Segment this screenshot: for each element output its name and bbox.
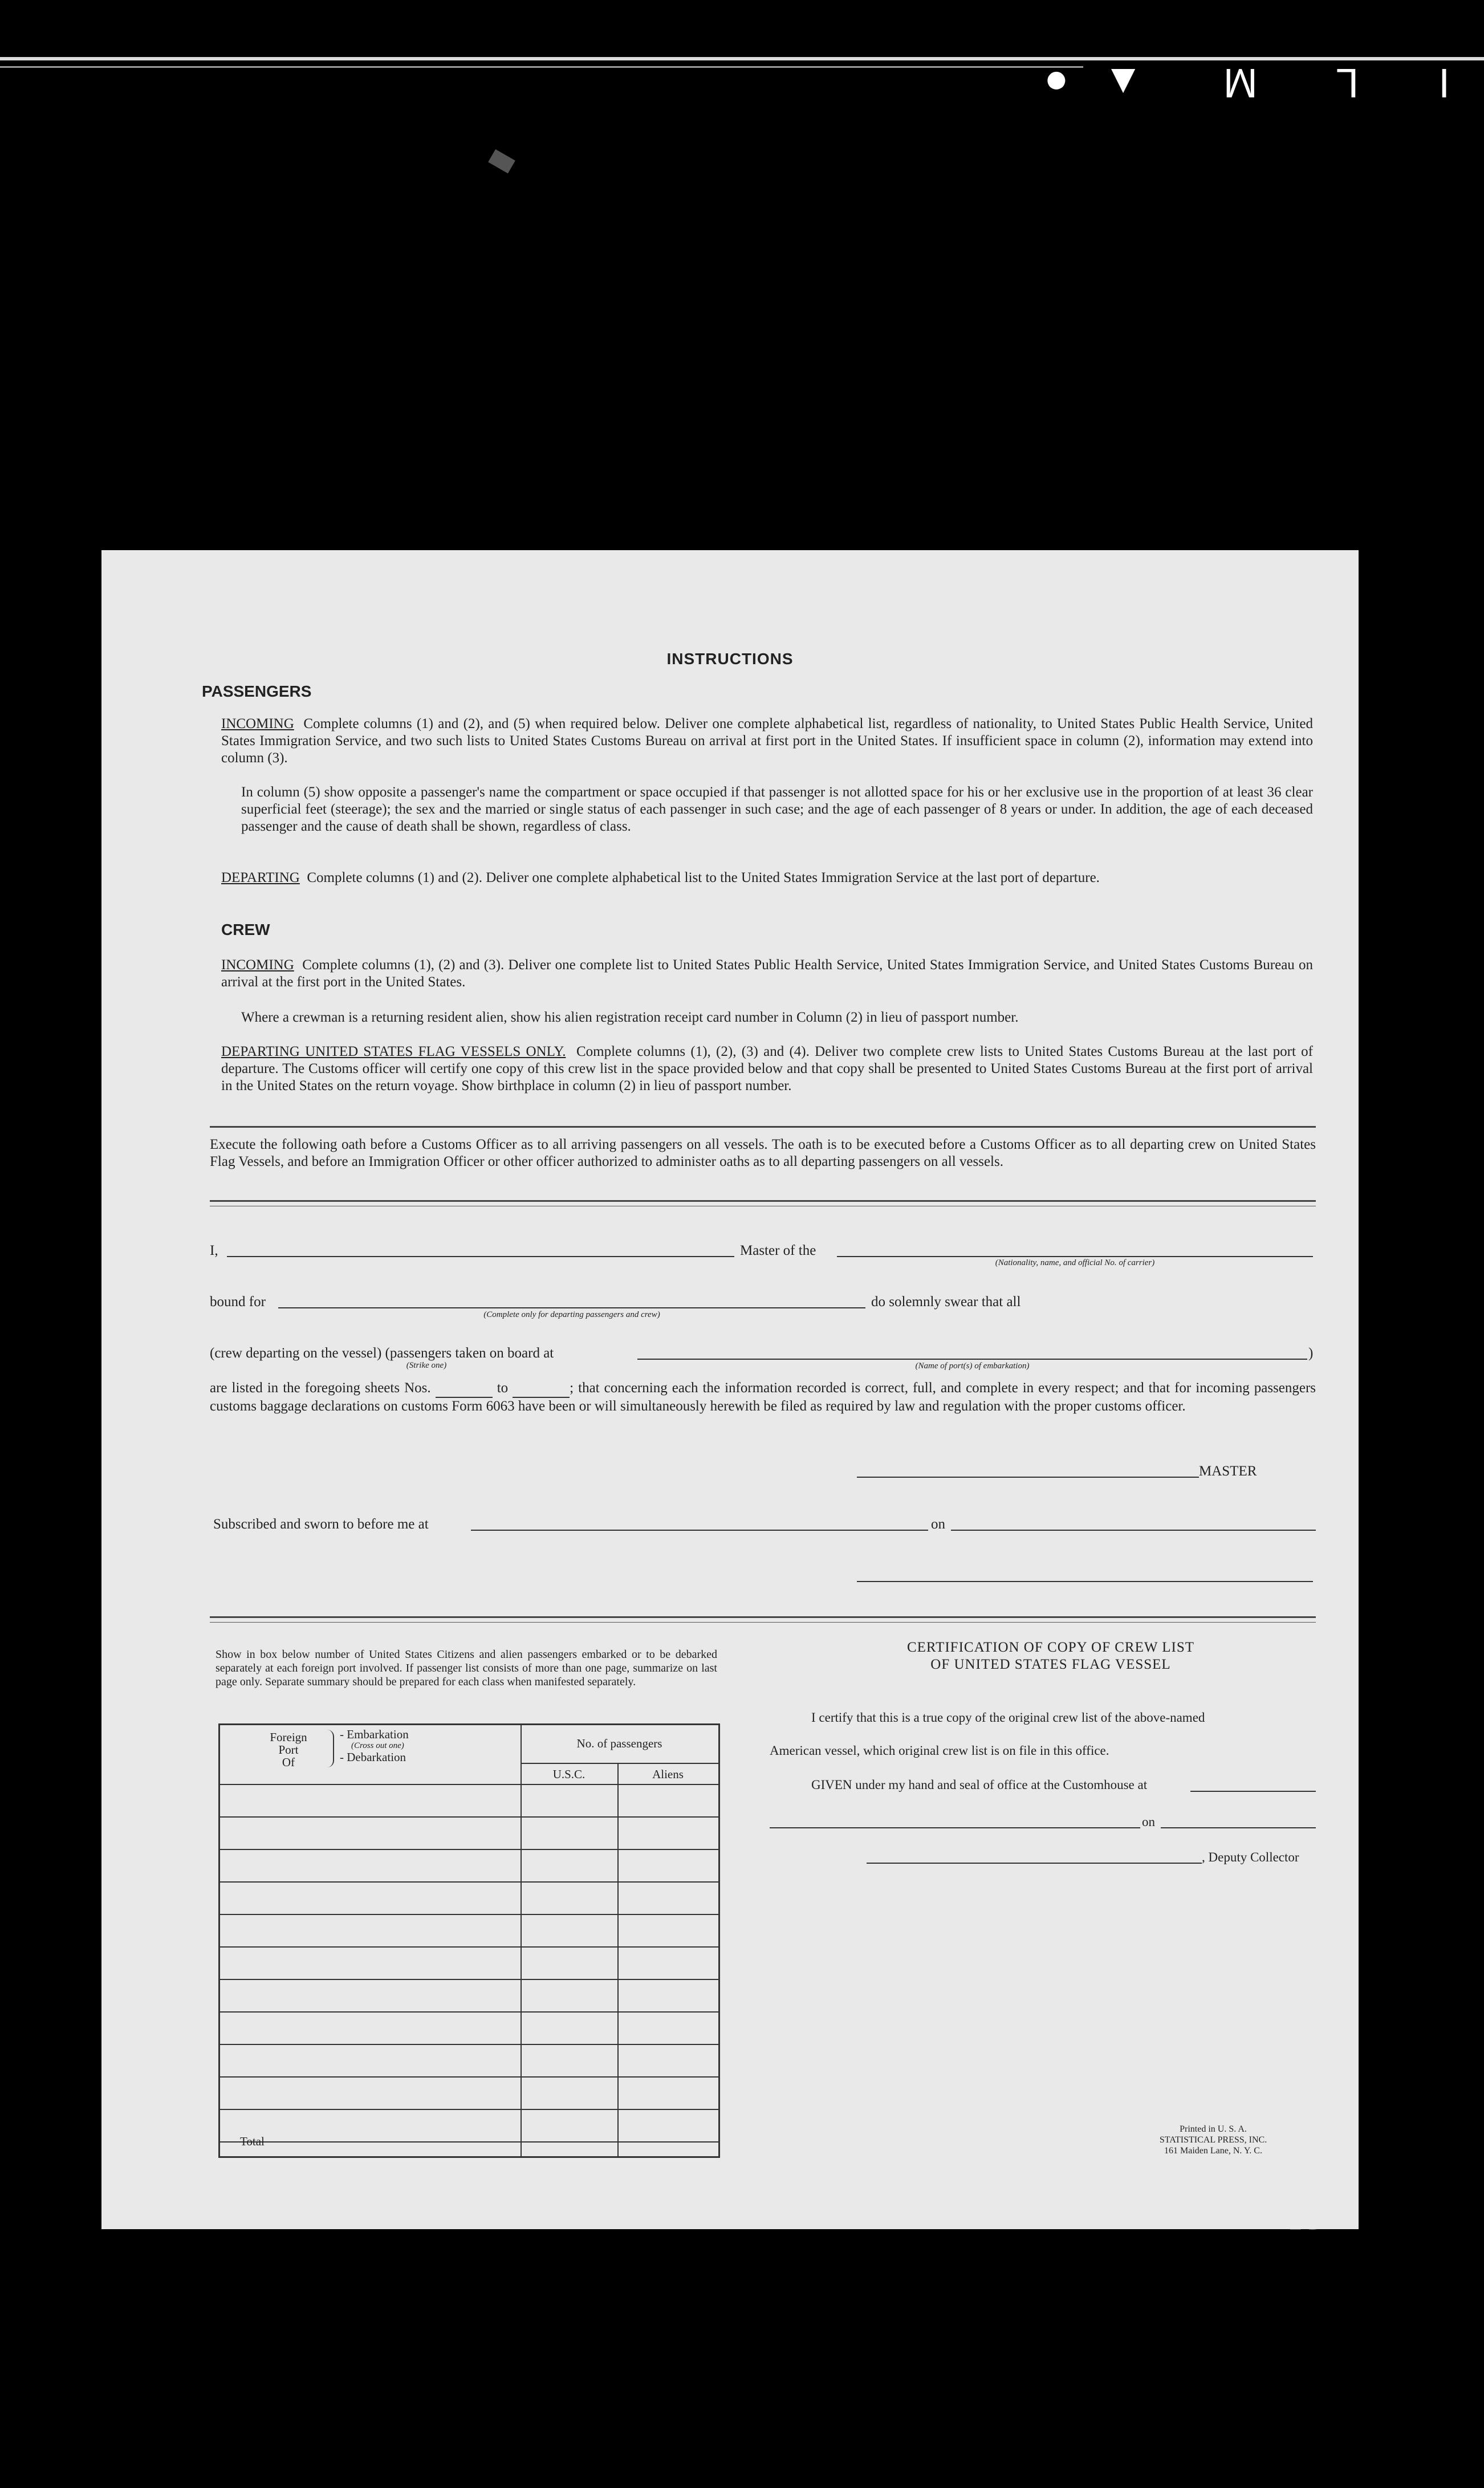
listed-text-to: to (497, 1380, 509, 1396)
departing-us-text: Complete columns (1), (2), (3) and (4). Deliver two complete crew lists to United States Customs Bureau at the last port of departure. The Customs officer will certify one copy of this crew list in the space provided below and that copy shall be presented to United States Customs Bureau at the first port of arrival in the United States on the return voyage. Show birthplace in column (2) in lieu of passport number. (221, 1044, 1313, 1093)
document-page (101, 550, 1359, 2229)
table-col-divider-1 (521, 1725, 522, 2156)
passengers-incoming-text: Complete columns (1) and (2), and (5) when required below. Deliver one complete alphabetical list, regardless of nationality, to United States Public Health Service, United States Immigration Service, and two such lists to United States Customs Bureau on arrival at first port in the United States. If insufficient space in column (2), information may extend into column (3). (221, 716, 1313, 766)
bottom-divider-thin (210, 1622, 1316, 1623)
table-row-line (220, 2011, 718, 2013)
close-paren: ) (1308, 1345, 1314, 1361)
sheet-from-field[interactable] (436, 1380, 493, 1398)
master-signature-field[interactable] (857, 1477, 1199, 1478)
passengers-incoming-paragraph (221, 715, 1313, 767)
table-row-line (220, 2044, 718, 2045)
passenger-summary-table (218, 1723, 720, 2158)
oath-intro: Execute the following oath before a Customs Officer as to all arriving passengers on all vessels. The oath is to be executed before a Customs Officer as to all departing crew on United States Flag Vessels, and before an Immigration Officer or other officer authorized to administer oaths as to all departing passengers on all vessels. (210, 1137, 1316, 1169)
certify-line-2: American vessel, which original crew list is on file in this office. (770, 1743, 1109, 1758)
certification-title-line-1: CERTIFICATION OF COPY OF CREW LIST (906, 1640, 1195, 1655)
listed-text-b: ; that concerning each the information recorded is correct, full, and complete in every respect; and that for incoming passengers customs baggage declarations on customs Form 6063 have been or will simultaneously herewith be filed as required by law and regulation with the proper customs officer. (210, 1380, 1316, 1414)
table-header-split (521, 1763, 718, 1764)
sworn-date-field[interactable] (951, 1530, 1316, 1531)
given-text: GIVEN under my hand and seal of office at the Customhouse at (811, 1778, 1148, 1792)
table-row-line (220, 2076, 718, 2078)
master-name-field[interactable] (227, 1256, 734, 1257)
sworn-at-field[interactable] (471, 1530, 928, 1531)
subscribed-label: Subscribed and sworn to before me at (213, 1517, 429, 1532)
nationality-note: (Nationality, name, and official No. of carrier) (995, 1258, 1155, 1267)
passengers-departing-label: DEPARTING (221, 870, 300, 885)
printer-imprint (1116, 2124, 1310, 2156)
embark-debark-choice[interactable] (340, 1729, 409, 1763)
table-row-line (220, 2141, 718, 2143)
solemnly-swear-text: do solemnly swear that all (871, 1294, 1021, 1310)
usc-header: U.S.C. (552, 1767, 586, 1781)
table-col-divider-2 (617, 1764, 619, 2156)
carrier-field[interactable] (837, 1256, 1313, 1257)
listed-text-a: are listed in the foregoing sheets Nos. (210, 1380, 431, 1396)
cert-place-field[interactable] (770, 1827, 1140, 1828)
table-row-line (220, 1849, 718, 1850)
strike-one-note: (Strike one) (406, 1361, 447, 1370)
sworn-on-label: on (931, 1517, 945, 1532)
crew-incoming-text: Complete columns (1), (2) and (3). Deliver one complete list to United States Public Health Service, United States Immigration Service, and United States Customs Bureau on arrival at the first port in the United States. (221, 957, 1313, 990)
crew-departing-text: (crew departing on the vessel) (passengers taken on board at (210, 1345, 554, 1361)
summary-note: Show in box below number of United States Citizens and alien passengers embarked or to be debarked separately at each foreign port involved. If passenger list consists of more than one page, summarize on last page only. Separate summary should be prepared for each class when manifested separately. (216, 1648, 717, 1688)
deputy-signature-field[interactable] (867, 1863, 1202, 1864)
microfilm-top-band (0, 0, 1484, 103)
sheet-to-field[interactable] (513, 1380, 570, 1398)
customhouse-field[interactable] (1190, 1791, 1316, 1792)
crewman-paragraph: Where a crewman is a returning resident alien, show his alien registration receipt card number in Column (2) in lieu of passport number. (241, 1010, 1019, 1025)
bound-for-field[interactable] (278, 1307, 865, 1308)
bound-for-label: bound for (210, 1294, 266, 1310)
passengers-departing-paragraph (221, 869, 1313, 887)
departing-us-paragraph (221, 1043, 1313, 1095)
film-edge-rule-secondary (0, 66, 1083, 68)
film-speck (488, 149, 515, 174)
total-label: Total (240, 2135, 265, 2148)
table-row-line (220, 1914, 718, 1915)
master-of-the-label: Master of the (740, 1243, 816, 1258)
printer-line-1: Printed in U. S. A. (1180, 2124, 1247, 2134)
certification-title (786, 1639, 1316, 1673)
crew-incoming-label: INCOMING (221, 957, 294, 973)
table-row-line (220, 1946, 718, 1948)
col-port-of: Of (282, 1755, 295, 1769)
crew-incoming-paragraph (221, 957, 1313, 991)
deputy-collector-label: , Deputy Collector (1202, 1850, 1299, 1864)
printer-line-2: STATISTICAL PRESS, INC. (1159, 2135, 1267, 2145)
cross-out-note: (Cross out one) (351, 1741, 404, 1750)
passengers-incoming-label: INCOMING (221, 716, 294, 731)
debarkation-label: - Debarkation (340, 1750, 406, 1764)
table-row-line (220, 1979, 718, 1980)
film-frame-marks: I L M ▲● (1009, 60, 1450, 105)
section-divider (210, 1126, 1316, 1128)
column5-paragraph: In column (5) show opposite a passenger's name the compartment or space occupied if that passenger is not allotted space for his or her exclusive use in the proportion of at least 36 clear superficial feet (steerage); the sex and the married or single status of each passenger in such case; and the age of each passenger of 8 years or under. In addition, the age of each deceased passenger and the cause of death shall be shown, regardless of class. (241, 784, 1313, 834)
name-of-port-note: (Name of port(s) of embarkation) (915, 1361, 1030, 1371)
brace-icon (322, 1730, 334, 1767)
crew-heading: CREW (221, 921, 270, 938)
passengers-heading: PASSENGERS (202, 682, 312, 700)
instructions-title: INSTRUCTIONS (666, 650, 794, 668)
table-row-line (220, 1881, 718, 1883)
no-of-passengers-header: No. of passengers (576, 1737, 662, 1750)
table-row-line (220, 1816, 718, 1818)
passengers-departing-text: Complete columns (1) and (2). Deliver one complete alphabetical list to the United States Immigration Service at the last port of departure. (307, 870, 1100, 885)
listed-paragraph (210, 1380, 1316, 1415)
printer-line-3: 161 Maiden Lane, N. Y. C. (1164, 2146, 1262, 2156)
col-port-foreign: Foreign (270, 1730, 307, 1744)
officer-signature-field[interactable] (857, 1581, 1313, 1582)
certification-title-line-2: OF UNITED STATES FLAG VESSEL (930, 1657, 1171, 1672)
bottom-divider (210, 1616, 1316, 1618)
table-header-bottom (220, 1784, 718, 1785)
aliens-header: Aliens (652, 1767, 684, 1781)
table-row-line (220, 2109, 718, 2110)
col-foreign-port (254, 1731, 323, 1769)
cert-date-field[interactable] (1161, 1827, 1316, 1828)
embarkation-port-field[interactable] (637, 1359, 1307, 1360)
master-label: MASTER (1199, 1463, 1257, 1479)
col-port-port: Port (278, 1743, 299, 1757)
departing-us-label: DEPARTING UNITED STATES FLAG VESSELS ONLY. (221, 1044, 566, 1059)
oath-divider (210, 1200, 1316, 1202)
certify-line-1: I certify that this is a true copy of the original crew list of the above-named (811, 1710, 1205, 1725)
cert-on-label: on (1142, 1815, 1155, 1829)
oath-i-label: I, (210, 1243, 218, 1258)
complete-only-note: (Complete only for departing passengers and crew) (483, 1310, 660, 1319)
embarkation-label: - Embarkation (340, 1727, 409, 1741)
